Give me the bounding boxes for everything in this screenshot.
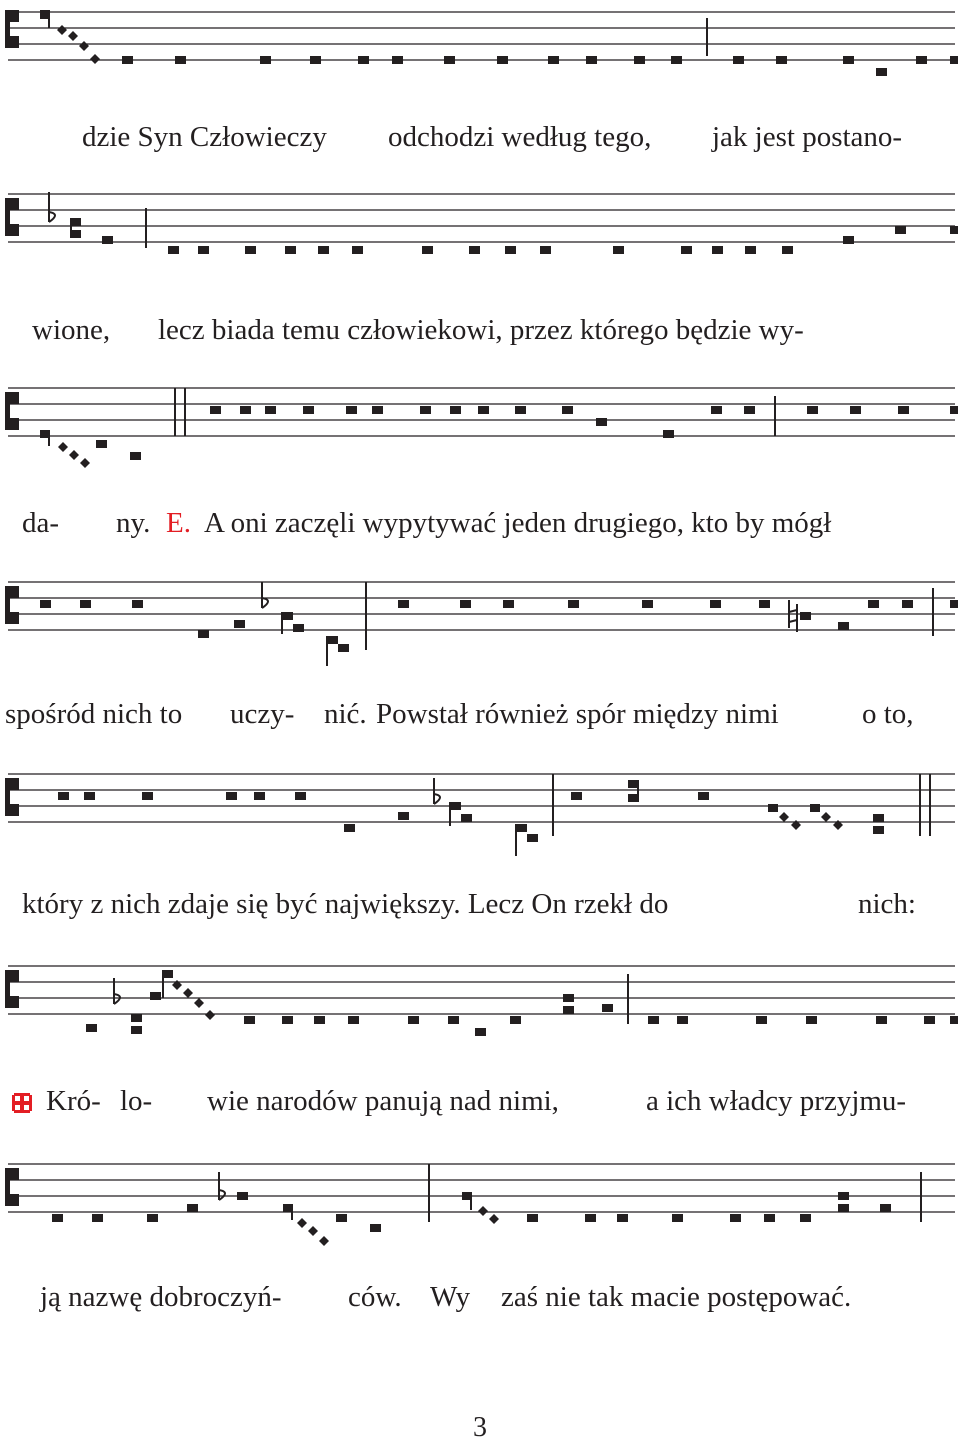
neumes-row-7 — [52, 1192, 891, 1246]
verse-marker: E. — [166, 507, 191, 539]
lyric-syllable: dzie Syn Człowieczy — [82, 121, 327, 153]
neumes-row-5 — [58, 780, 884, 856]
chant-system-1 — [0, 0, 960, 170]
c-clef-icon — [5, 586, 19, 624]
staff-5 — [0, 770, 960, 860]
lyric-syllable: wione, — [32, 314, 111, 346]
neumes-row-6 — [86, 970, 958, 1036]
staff-4 — [0, 578, 960, 668]
neumes-row-1 — [122, 56, 958, 76]
flat-icon — [49, 192, 55, 222]
c-clef-icon — [5, 970, 19, 1008]
lyric-syllable: da- — [22, 507, 60, 539]
lyric-syllable: a ich władcy przyjmu- — [646, 1085, 907, 1117]
lyric-syllable: A oni zaczęli wypytywać jeden drugiego, kto by mógł — [204, 507, 832, 539]
lyric-syllable: uczy- — [230, 698, 295, 730]
lyric-syllable: ny. — [116, 507, 151, 539]
lyric-syllable: nić. — [324, 698, 367, 730]
c-clef-icon — [5, 10, 19, 48]
chant-system-6 — [0, 962, 960, 1132]
staff-1 — [0, 0, 960, 90]
chant-system-7 — [0, 1160, 960, 1330]
lyric-syllable: o to, — [862, 698, 914, 730]
lyric-syllable: wie narodów panują nad nimi, — [207, 1085, 559, 1117]
flat-icon — [434, 778, 440, 804]
lyric-syllable: który z nich zdaje się być największy. Lecz On rzekł do — [22, 888, 669, 920]
staff-2 — [0, 190, 960, 280]
neumes-row-3 — [40, 406, 958, 468]
chant-system-2 — [0, 190, 960, 360]
flat-icon — [262, 582, 268, 608]
chant-system-3 — [0, 384, 960, 554]
staff-6 — [0, 962, 960, 1052]
lyric-syllable: Wy — [430, 1281, 471, 1313]
chant-system-4 — [0, 578, 960, 748]
c-clef-icon — [5, 1168, 19, 1206]
neumes-row-2 — [70, 218, 958, 254]
c-clef-icon — [5, 198, 19, 236]
lyric-syllable: jak jest postano- — [712, 121, 903, 153]
chant-system-5 — [0, 770, 960, 940]
cross-icon — [10, 1091, 34, 1115]
lyric-syllable: ją nazwę dobroczyń- — [40, 1281, 282, 1313]
lyric-syllable: spośród nich to — [5, 698, 183, 730]
staff-7 — [0, 1160, 960, 1250]
c-clef-icon — [5, 778, 19, 816]
lyric-syllable: ców. — [348, 1281, 402, 1313]
lyric-syllable: lecz biada temu człowiekowi, przez którego będzie wy- — [158, 314, 804, 346]
lyric-syllable: Powstał również spór między nimi — [376, 698, 779, 730]
neumes-row-4 — [40, 600, 958, 666]
staff-3 — [0, 384, 960, 474]
lyric-syllable: Kró- — [46, 1085, 101, 1117]
lyric-syllable: lo- — [120, 1085, 153, 1117]
page-number: 3 — [473, 1412, 487, 1443]
c-clef-icon — [5, 392, 19, 430]
lyric-syllable: odchodzi według tego, — [388, 121, 652, 153]
lyric-syllable: nich: — [858, 888, 916, 920]
natural-icon — [789, 600, 797, 632]
lyric-syllable: zaś nie tak macie postępować. — [501, 1281, 852, 1313]
